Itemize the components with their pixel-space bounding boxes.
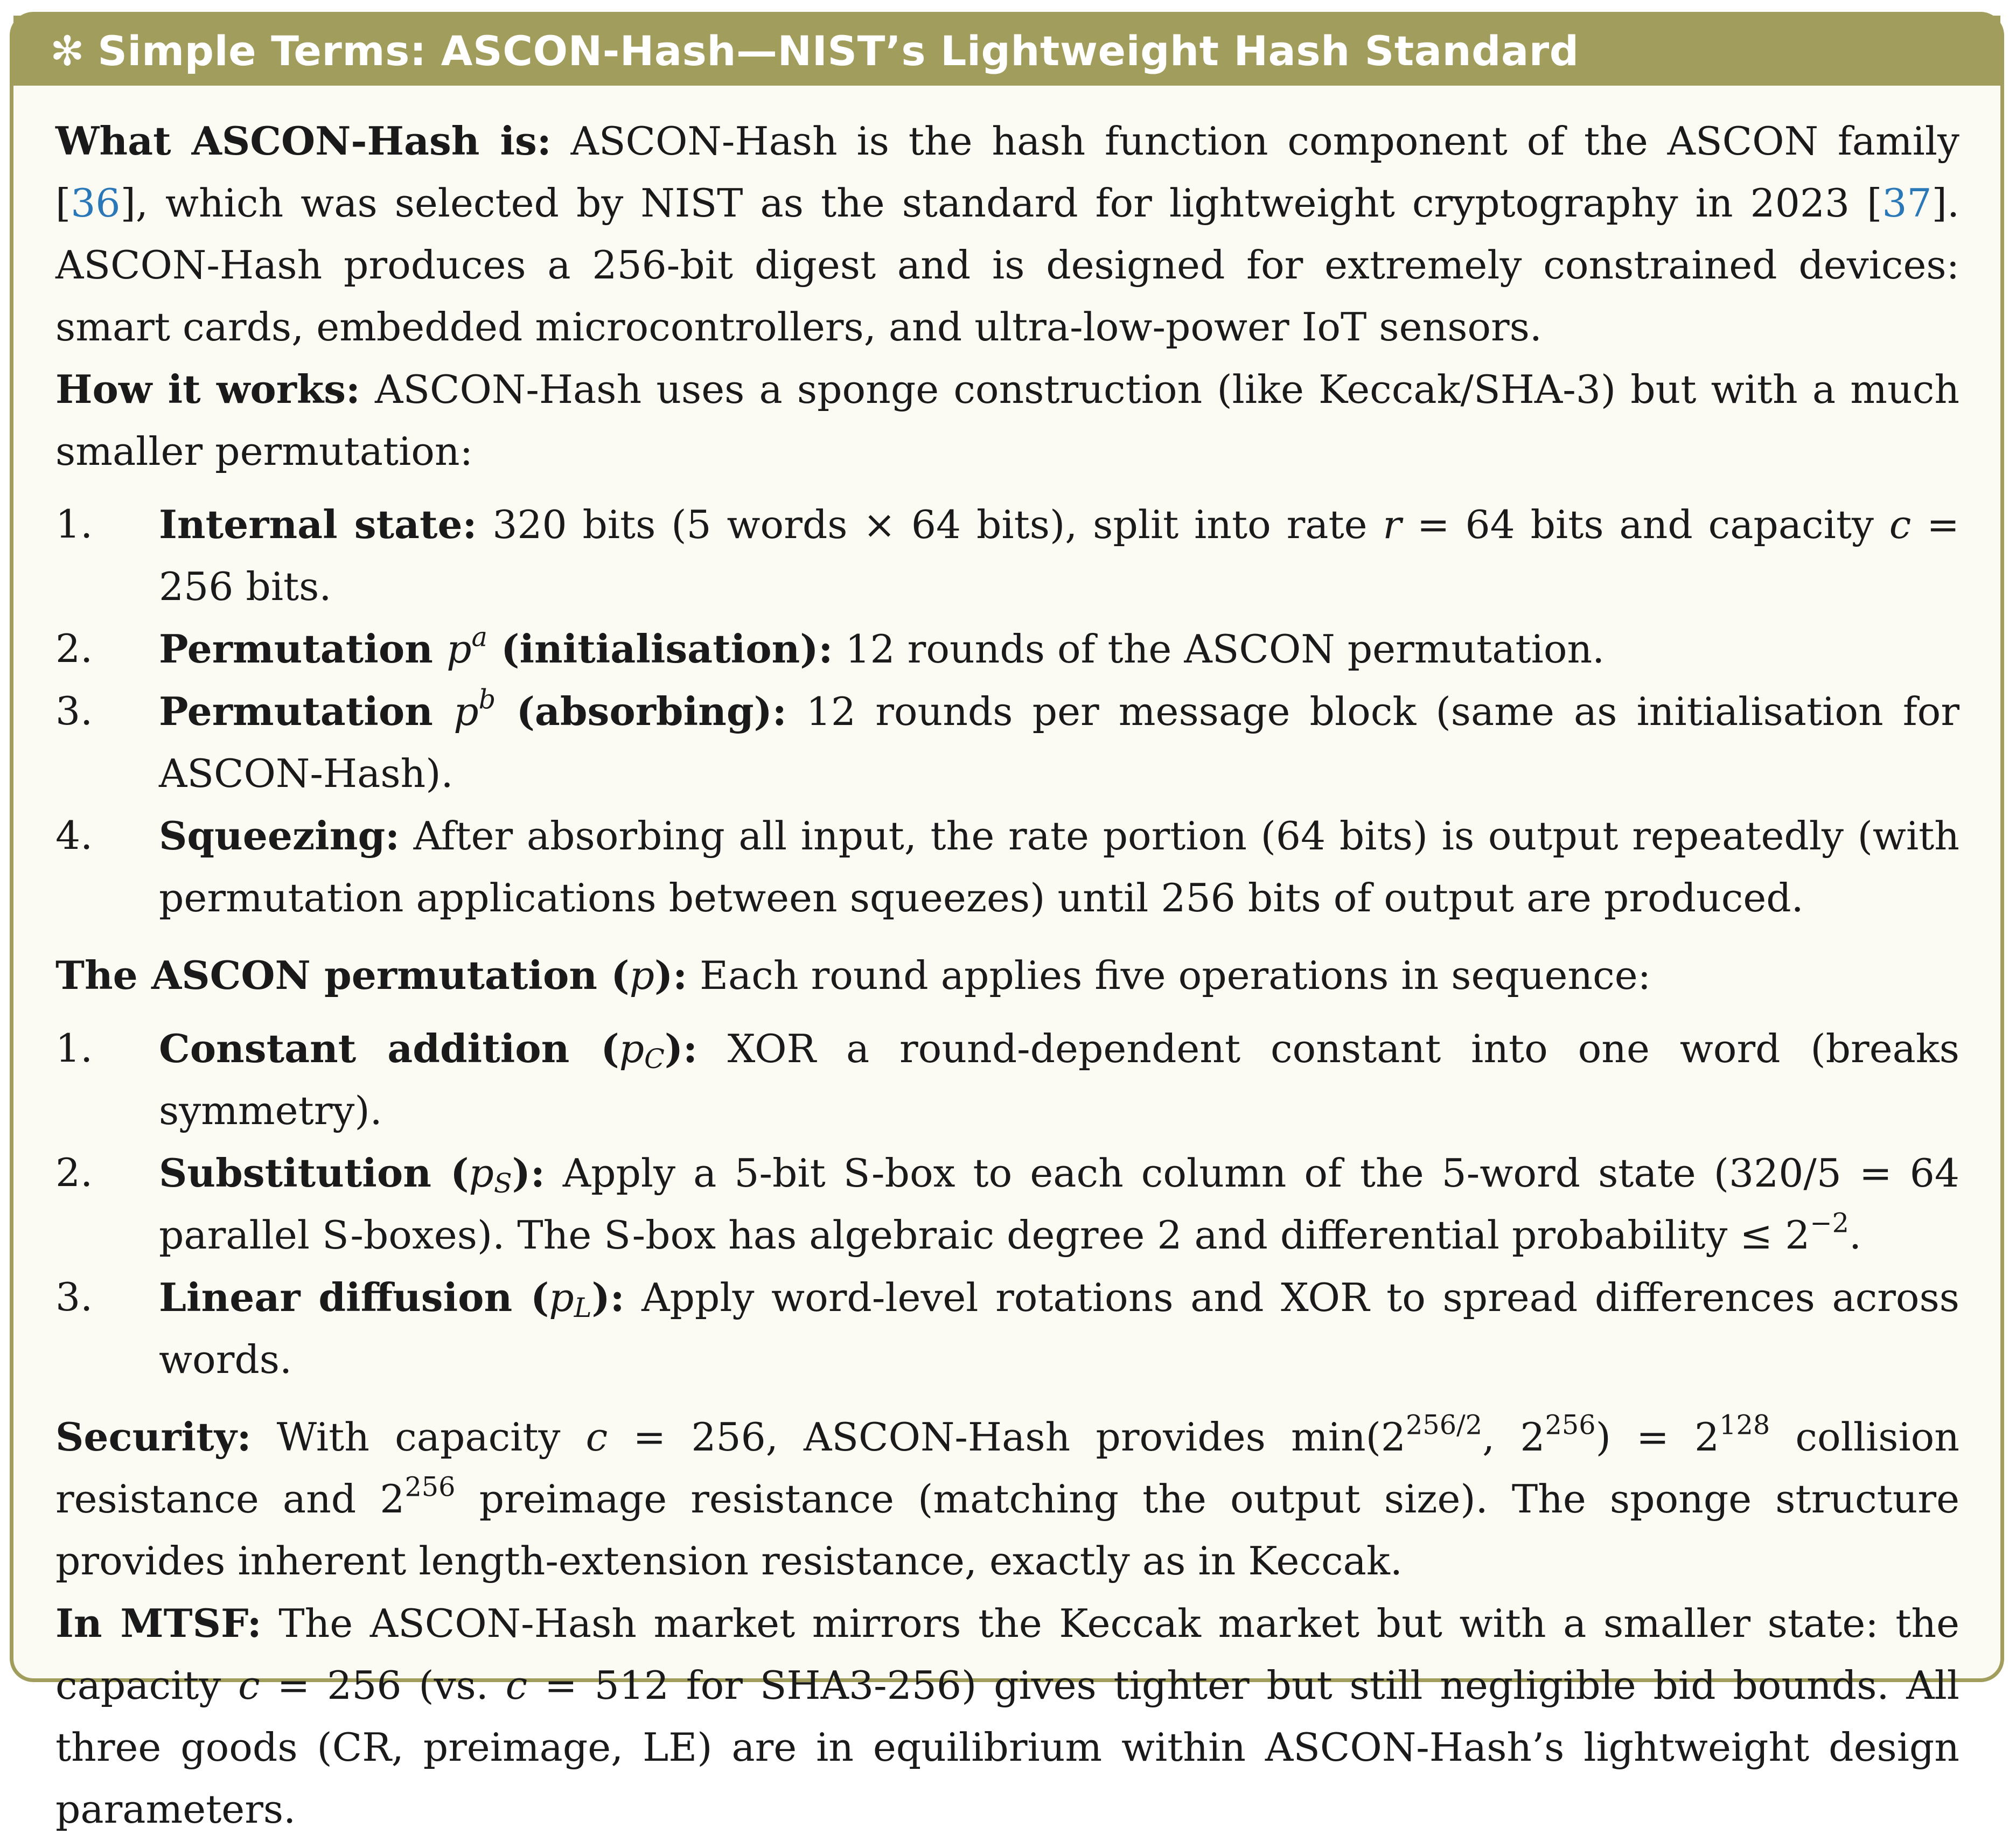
item-label: [159, 684, 787, 735]
list-item: [55, 681, 1959, 805]
list-number: 3.: [55, 689, 93, 734]
math-var: c: [238, 1663, 260, 1708]
math-var: p: [619, 1027, 645, 1072]
item-label: [159, 1150, 545, 1199]
item-label-b: ):: [512, 1150, 545, 1196]
perm-label-b: ):: [654, 953, 688, 999]
item-label-a: Linear diffusion (: [159, 1275, 549, 1321]
list-number: 3.: [55, 1275, 93, 1320]
box-title-text: Simple Terms: ASCON-Hash—NIST’s Lightweight Hash Standard: [97, 26, 1579, 75]
item-label-b: ):: [591, 1275, 625, 1321]
item-label: [159, 1026, 697, 1075]
security-text: collision resistance and 2: [55, 1415, 1959, 1522]
citation-link-37[interactable]: 37: [1882, 181, 1932, 226]
item-label-b: (absorbing):: [496, 689, 787, 735]
permutation-text: Each round applies five operations in sequence:: [687, 953, 1651, 999]
how-list: [55, 494, 1959, 930]
what-paragraph: [55, 110, 1959, 359]
what-text-1: ASCON-Hash is the hash function component of the ASCON family [: [55, 119, 1959, 226]
box-title: [50, 27, 1579, 75]
item-label: [159, 1275, 625, 1321]
security-text: preimage resistance (matching the output size). The sponge structure provides inherent length-extension resistance, exactly as in Keccak.: [55, 1477, 1959, 1584]
list-item: [55, 1267, 1959, 1391]
item-text: XOR a round-dependent constant into one word (breaks symmetry).: [159, 1027, 1959, 1134]
citation-link-36[interactable]: 36: [71, 181, 121, 226]
item-text: = 256 bits.: [159, 503, 1960, 610]
math-var: p: [629, 953, 654, 999]
list-item: [55, 805, 1959, 930]
how-text: ASCON-Hash uses a sponge construction (like Keccak/SHA-3) but with a much smaller permutation:: [55, 367, 1960, 475]
math-sub: S: [493, 1167, 512, 1199]
math-var: c: [585, 1415, 608, 1460]
how-label: How it works:: [55, 367, 360, 413]
math-var: p: [447, 627, 472, 672]
list-item: [55, 494, 1959, 618]
item-label-a: Substitution (: [159, 1150, 469, 1196]
math-sup: b: [478, 684, 496, 715]
item-label-b: (initialisation):: [487, 626, 833, 672]
list-item: [55, 1018, 1959, 1142]
math-var: p: [469, 1151, 494, 1196]
box-content: [13, 86, 2000, 1841]
mtsf-paragraph: [55, 1593, 1959, 1841]
box-header: [13, 16, 2000, 86]
list-item: [55, 618, 1959, 681]
security-text: With capacity: [251, 1415, 586, 1460]
list-item: [55, 1142, 1959, 1267]
asterisk-icon: ✻: [50, 26, 85, 75]
permutation-paragraph: [55, 945, 1959, 1007]
permutation-list: [55, 1018, 1959, 1391]
list-number: 2.: [55, 1150, 93, 1196]
item-text: After absorbing all input, the rate portion (64 bits) is output repeatedly (with permutation applications between squeezes) until 256 bits of output are produced.: [159, 814, 1959, 921]
math-sup: 128: [1719, 1409, 1770, 1441]
math-sub: C: [644, 1043, 665, 1075]
simple-terms-box: [10, 12, 2004, 1832]
mtsf-label: In MTSF:: [55, 1601, 262, 1647]
perm-label-a: The ASCON permutation (: [55, 953, 630, 999]
item-label-a: Permutation: [159, 626, 447, 672]
how-paragraph: [55, 359, 1959, 483]
math-var: r: [1383, 503, 1402, 548]
list-number: 2.: [55, 626, 93, 672]
mtsf-text: = 512 for SHA3-256) gives tighter but still negligible bid bounds. All three goods (CR, preimage, LE) are in equilibrium within ASCON-Hash’s lightweight design parameters.: [55, 1663, 1959, 1832]
what-label: What ASCON-Hash is:: [55, 118, 552, 164]
item-label: [159, 621, 833, 672]
item-label: Internal state:: [159, 502, 477, 548]
item-label: Squeezing:: [159, 813, 400, 859]
item-text: Apply a 5-bit S-box to each column of the 5-word state (320/5 = 64 parallel S-boxes). The S-box has algebraic degree 2 and differential probability ≤ 2: [159, 1151, 1959, 1258]
item-text: 12 rounds of the ASCON permutation.: [833, 627, 1605, 672]
item-text: 320 bits (5 words × 64 bits), split into rate: [477, 503, 1383, 548]
math-sup: a: [471, 621, 487, 653]
list-number: 4.: [55, 813, 93, 859]
math-sub: L: [574, 1292, 592, 1323]
security-paragraph: [55, 1406, 1959, 1593]
list-number: 1.: [55, 1026, 93, 1071]
permutation-label: [55, 953, 687, 999]
item-text: = 64 bits and capacity: [1401, 503, 1889, 548]
security-label: Security:: [55, 1414, 252, 1460]
item-label-a: Constant addition (: [159, 1026, 619, 1072]
security-text: , 2: [1482, 1415, 1545, 1460]
math-var: p: [454, 689, 479, 735]
mtsf-text: The ASCON-Hash market mirrors the Keccak market but with a smaller state: the capacity: [55, 1601, 1960, 1708]
item-label-a: Permutation: [159, 689, 454, 735]
what-text-3: ]. ASCON-Hash produces a 256-bit digest and is designed for extremely constrained devices: smart cards, embedded microcontrollers, and ultra-low-power IoT sensors.: [55, 181, 1959, 350]
math-var: p: [549, 1275, 574, 1321]
math-var: c: [1889, 503, 1912, 548]
what-text-2: ], which was selected by NIST as the standard for lightweight cryptography in 2023 [: [120, 181, 1882, 226]
math-sup: −2: [1810, 1207, 1849, 1239]
mtsf-text: = 256 (vs.: [260, 1663, 506, 1708]
item-text: Apply word-level rotations and XOR to spread differences across words.: [159, 1275, 1959, 1383]
math-var: c: [505, 1663, 528, 1708]
security-text: = 256, ASCON-Hash provides min(2: [608, 1415, 1406, 1460]
item-text: .: [1849, 1213, 1862, 1258]
item-text: 12 rounds per message block (same as initialisation for ASCON-Hash).: [159, 689, 1959, 797]
list-number: 1.: [55, 502, 93, 547]
math-sup: 256: [1545, 1409, 1596, 1441]
math-sup: 256: [404, 1471, 456, 1503]
math-sup: 256/2: [1406, 1409, 1483, 1441]
item-label-b: ):: [664, 1026, 697, 1072]
security-text: ) = 2: [1595, 1415, 1720, 1460]
